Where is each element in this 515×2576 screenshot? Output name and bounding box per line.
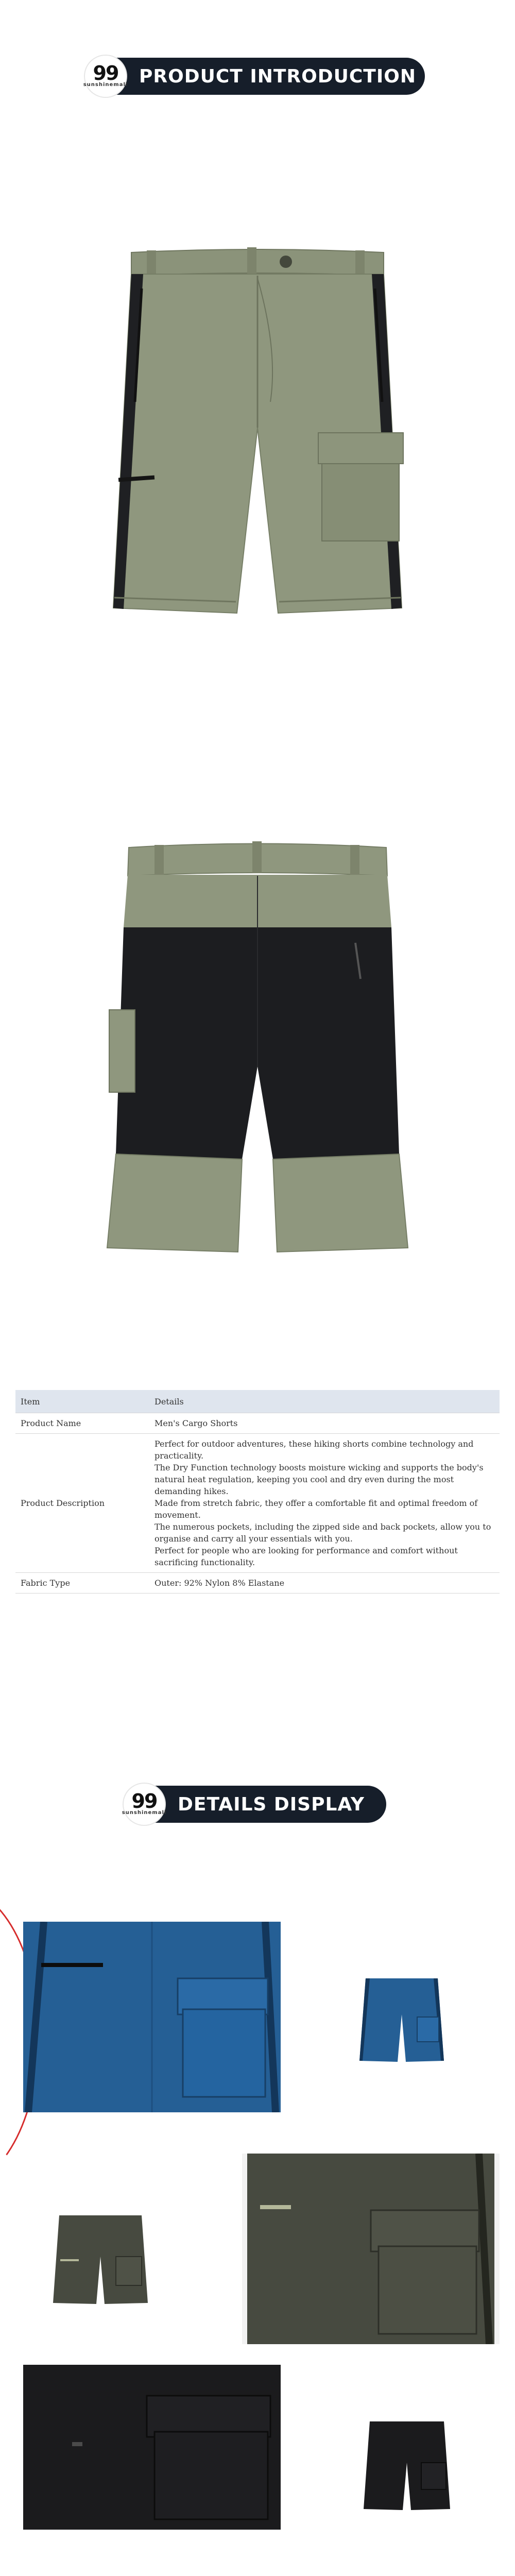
row-value: Outer: 92% Nylon 8% Elastane	[149, 1573, 500, 1594]
blue-closeup-image	[23, 1922, 281, 2112]
shorts-back-image	[0, 824, 515, 1288]
row-label: Product Description	[15, 1434, 149, 1573]
brand-logo	[85, 56, 126, 97]
section-title: PRODUCT INTRODUCTION	[139, 65, 416, 87]
black-closeup-image	[23, 2365, 281, 2530]
table-row	[15, 1573, 500, 1594]
section-title: DETAILS DISPLAY	[178, 1793, 365, 1815]
details-display-header	[122, 1786, 386, 1823]
logo-brand: sunshinemall	[83, 82, 128, 88]
logo-number: 99	[131, 1790, 157, 1812]
olive-closeup-image	[242, 2154, 500, 2344]
shorts-front-image	[0, 185, 515, 649]
table-row	[15, 1413, 500, 1434]
row-value: Perfect for outdoor adventures, these hiking shorts combine technology and practicality. The Dry Function technology boosts moisture wicking and supports the body's natural heat regulation, keeping you cool and dry even during the most demanding hikes. Made from stretch fabric, they offer a comfortable fit and optimal freedom of movement. The numerous pockets, including the zipped side and back pockets, allow you to organise and carry all your essentials with you. Perfect for people who are looking for performance and comfort without sacrificing functionality.	[149, 1434, 500, 1573]
black-shorts-image	[360, 2416, 453, 2514]
olive-shorts-image	[49, 2210, 152, 2308]
row-label: Fabric Type	[15, 1573, 149, 1594]
column-header-item: Item	[15, 1390, 149, 1413]
product-introduction-header	[83, 58, 425, 95]
row-value: Men's Cargo Shorts	[149, 1413, 500, 1434]
column-header-details: Details	[149, 1390, 500, 1413]
blue-shorts-image	[355, 1973, 448, 2066]
table-row	[15, 1434, 500, 1573]
logo-brand: sunshinemall	[122, 1810, 167, 1816]
row-label: Product Name	[15, 1413, 149, 1434]
logo-number: 99	[93, 62, 118, 84]
product-info-table	[15, 1390, 500, 1594]
brand-logo	[124, 1784, 165, 1825]
table-header-row	[15, 1390, 500, 1413]
